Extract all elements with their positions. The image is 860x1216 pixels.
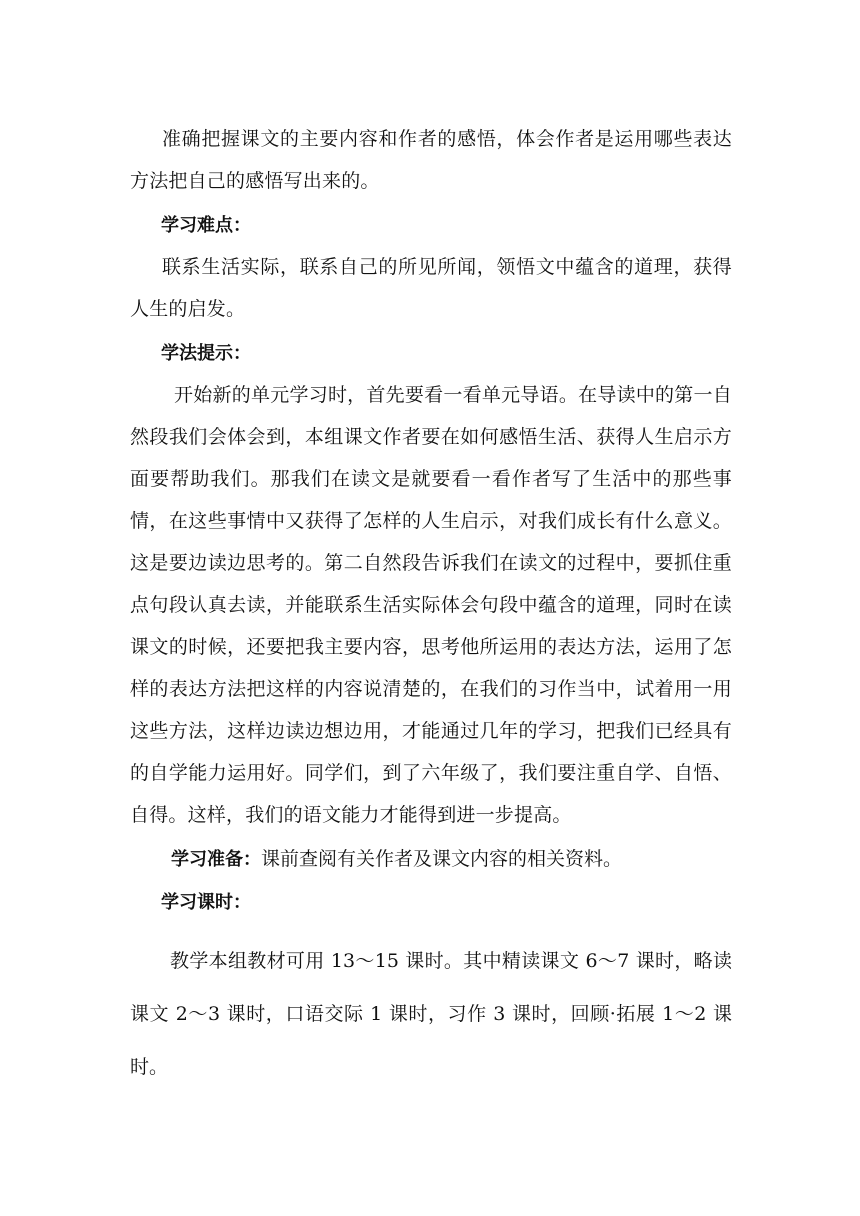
- class-hours-heading: 学习课时：: [161, 892, 251, 913]
- learning-preparation-line: [130, 836, 732, 883]
- document-body: [130, 118, 732, 1094]
- learning-preparation-label: 学习准备：: [171, 849, 261, 870]
- learning-focus-paragraph: 准确把握课文的主要内容和作者的感悟，体会作者是运用哪些表达方法把自己的感悟写出来的。: [130, 128, 732, 192]
- learning-difficulty-paragraph: 联系生活实际，联系自己的所见所闻，领悟文中蕴含的道理，获得人生的启发。: [130, 256, 732, 320]
- learning-preparation-text: 课前查阅有关作者及课文内容的相关资料。: [261, 848, 623, 870]
- class-hours-paragraph: 教学本组教材可用 13～15 课时。其中精读课文 6～7 课时，略读课文 2～3 课时，口语交际 1 课时，习作 3 课时，回顾·拓展 1～2 课时。: [130, 950, 732, 1078]
- learning-method-heading: 学法提示：: [161, 343, 251, 364]
- learning-difficulty-heading: 学习难点：: [161, 215, 251, 236]
- learning-method-paragraph: 开始新的单元学习时，首先要看一看单元导语。在导读中的第一自然段我们会体会到，本组课文作者要在如何感悟生活、获得人生启示方面要帮助我们。那我们在读文是就要看一看作者写了生活中的那些事情，在这些事情中又获得了怎样的人生启示，对我们成长有什么意义。 这是要边读边思考的。第二自然段告诉我们在读文的过程中，要抓住重点句段认真去读，并能联系生活实际体会句段中蕴含的道理，同时在读课文的时候，还要把我主要内容，思考他所运用的表达方法，运用了怎样的表达方法把这样的内容说清楚的，在我们的习作当中，试着用一用这些方法，这样边读边想边用，才能通过几年的学习，把我们已经具有的自学能力运用好。同学们，到了六年级了，我们要注重自学、自悟、自得。这样，我们的语文能力才能得到进一步提高。: [130, 384, 732, 826]
